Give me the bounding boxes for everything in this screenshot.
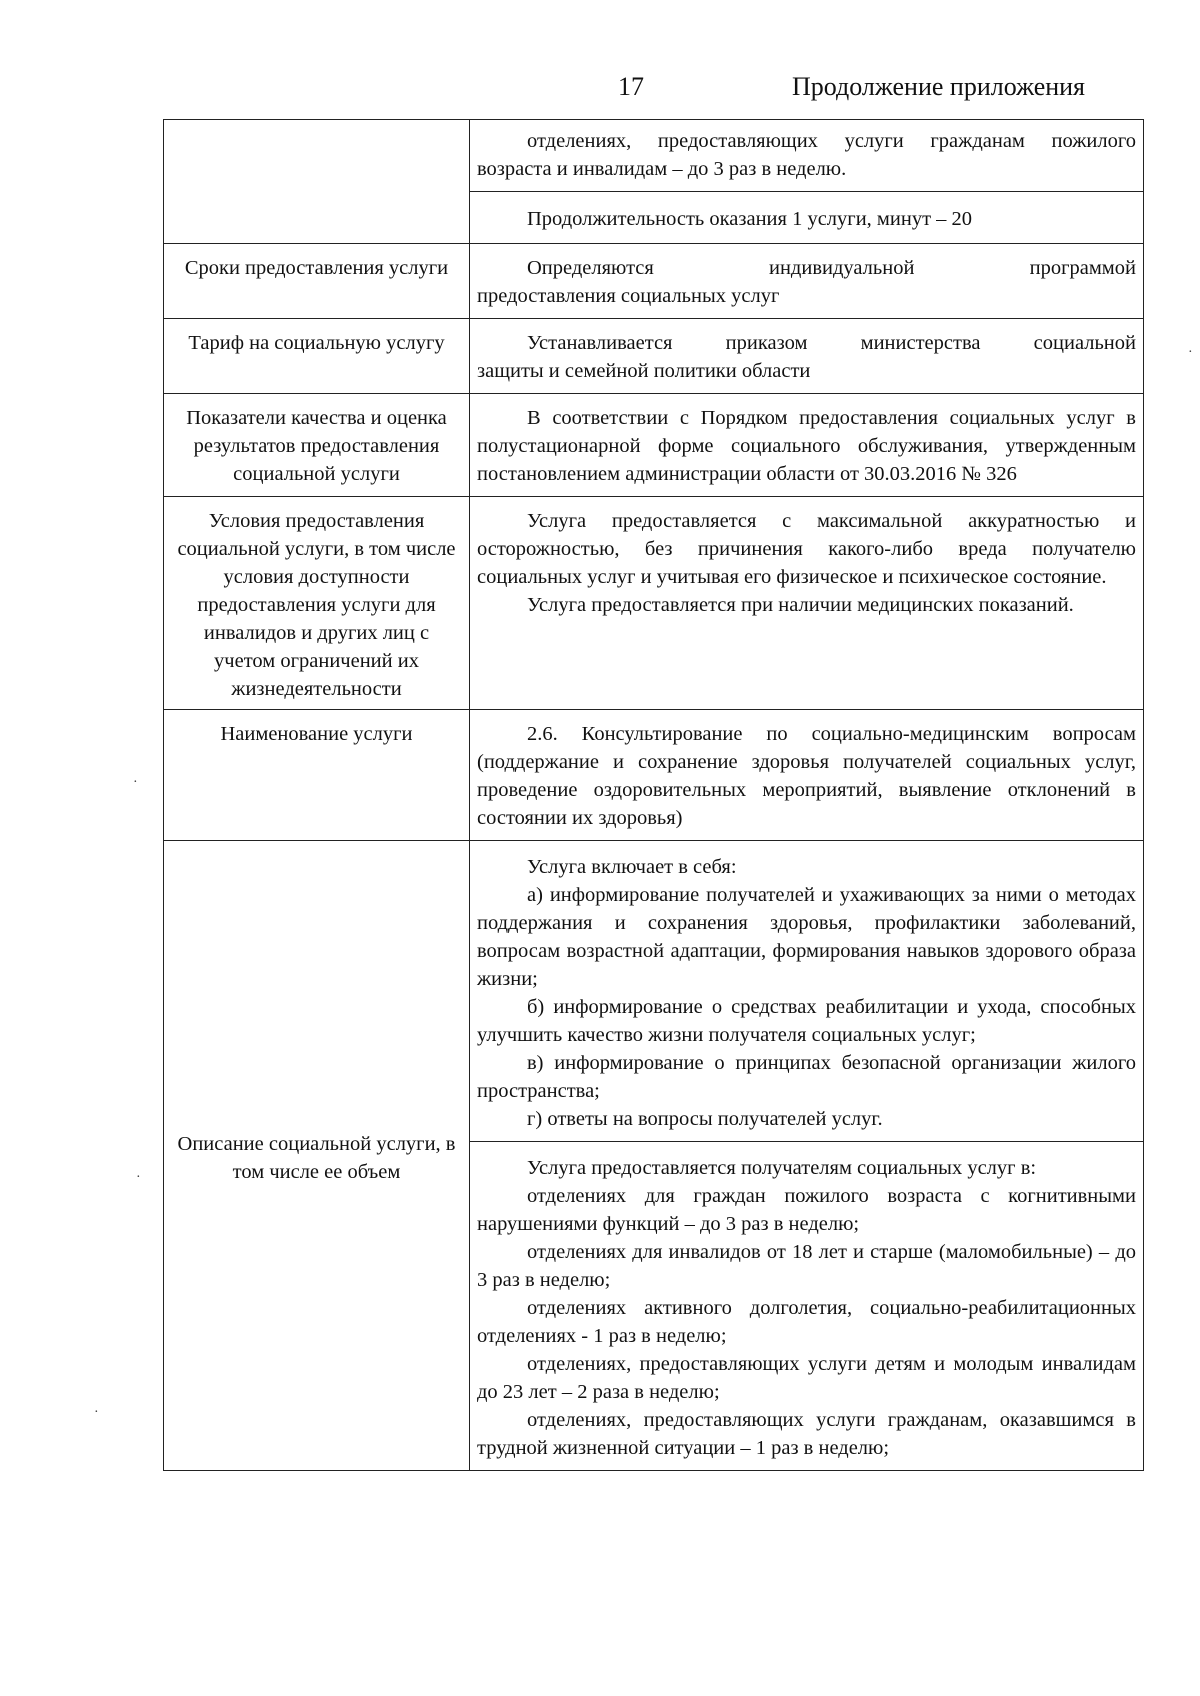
paragraph: б) информирование о средствах реабилитации и ухода, способных улучшить качество жизни получателя социальных услуг; [477, 996, 1136, 1046]
paragraph: а) информирование получателей и ухаживающих за ними о методах поддержания и сохранения здоровья, профилактики заболеваний, вопросам возрастной адаптации, формирования навыков здорового образа жизни; [477, 884, 1136, 990]
paragraph: защиты и семейной политики области [477, 360, 811, 382]
paragraph: Продолжительность оказания 1 услуги, минут – 20 [527, 208, 973, 230]
row-label: Описание социальной услуги, в том числе ее объем [164, 841, 470, 1471]
row-value [470, 244, 1144, 319]
row-label: Условия предоставления социальной услуги, в том числе условия доступности предоставления услуги для инвалидов и других лиц с учетом ограничений их жизнедеятельности [164, 497, 470, 710]
page-number: 17 [618, 72, 644, 101]
paragraph: отделениях, предоставляющих услуги гражданам пожилого [527, 130, 1136, 152]
paragraph: г) ответы на вопросы получателей услуг. [527, 1108, 883, 1130]
paragraph: 2.6. Консультирование по социально-медицинским вопросам (поддержание и сохранение здоровья получателей социальных услуг, проведение оздоровительных мероприятий, выявление отклонений в состоянии их здоровья) [477, 723, 1136, 829]
table-row [164, 497, 1144, 710]
row-value [470, 1142, 1144, 1471]
paragraph: предоставления социальных услуг [477, 285, 780, 307]
scan-dot: · [1188, 345, 1193, 360]
paragraph: Услуга включает в себя: [527, 856, 737, 878]
continuation-label: Продолжение приложения [792, 72, 1086, 101]
service-table [163, 119, 1144, 1471]
scan-dot: · [136, 1170, 141, 1185]
row-value [470, 497, 1144, 710]
paragraph: Услуга предоставляется получателям социальных услуг в: [527, 1157, 1037, 1179]
row-label-empty [164, 120, 470, 244]
row-value [470, 394, 1144, 497]
row-value [470, 841, 1144, 1142]
paragraph: Услуга предоставляется при наличии медицинских показаний. [527, 594, 1074, 616]
row-label: Сроки предоставления услуги [164, 244, 470, 319]
paragraph: отделениях, предоставляющих услуги гражданам, оказавшимся в трудной жизненной ситуации – 1 раз в неделю; [477, 1409, 1136, 1459]
table-row [164, 244, 1144, 319]
page-header [0, 72, 1200, 112]
paragraph: отделениях активного долголетия, социально-реабилитационных отделениях - 1 раз в неделю; [477, 1297, 1136, 1347]
table-row [164, 841, 1144, 1142]
row-label: Наименование услуги [164, 710, 470, 841]
paragraph: Услуга предоставляется с максимальной аккуратностью и осторожностью, без причинения какого-либо вреда получателю социальных услуг и учитывая его физическое и психическое состояние. [477, 510, 1136, 588]
row-value [470, 120, 1144, 192]
row-value [470, 319, 1144, 394]
paragraph: Устанавливается приказом министерства социальной [527, 332, 1136, 354]
paragraph: В соответствии с Порядком предоставления социальных услуг в полустационарной форме социального обслуживания, утвержденным постановлением администрации области от 30.03.2016 № 326 [477, 407, 1136, 485]
table-row [164, 319, 1144, 394]
table-row [164, 710, 1144, 841]
row-label: Тариф на социальную услугу [164, 319, 470, 394]
paragraph: отделениях для инвалидов от 18 лет и старше (маломобильные) – до 3 раз в неделю; [477, 1241, 1136, 1291]
row-value [470, 710, 1144, 841]
row-label: Показатели качества и оценка результатов предоставления социальной услуги [164, 394, 470, 497]
table-row [164, 394, 1144, 497]
scan-dot: · [94, 1405, 99, 1420]
row-value [470, 192, 1144, 244]
paragraph: возраста и инвалидам – до 3 раз в неделю. [477, 158, 847, 180]
table-row [164, 120, 1144, 192]
paragraph: отделениях для граждан пожилого возраста с когнитивными нарушениями функций – до 3 раз в неделю; [477, 1185, 1136, 1235]
scan-dot: · [133, 775, 138, 790]
paragraph: Определяются индивидуальной программой [527, 257, 1136, 279]
paragraph: в) информирование о принципах безопасной организации жилого пространства; [477, 1052, 1136, 1102]
paragraph: отделениях, предоставляющих услуги детям и молодым инвалидам до 23 лет – 2 раза в неделю; [477, 1353, 1136, 1403]
